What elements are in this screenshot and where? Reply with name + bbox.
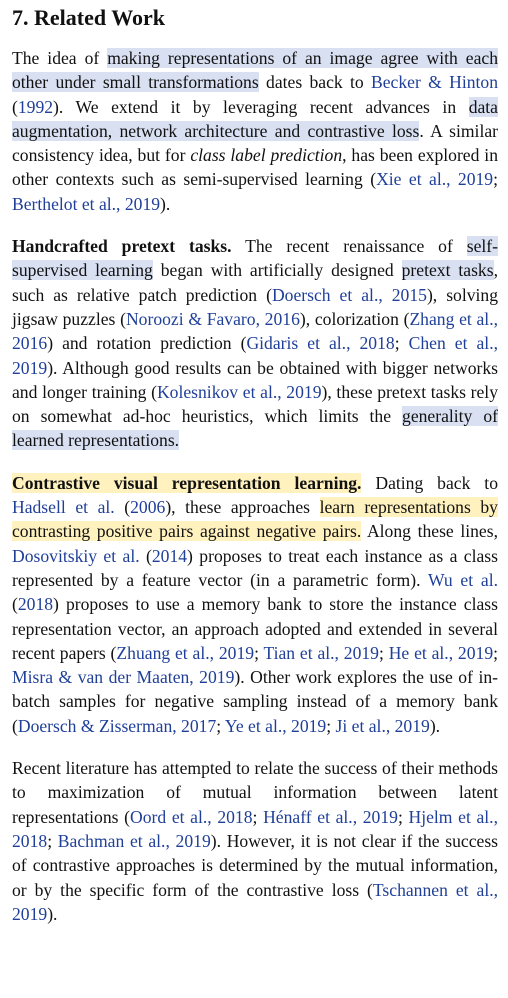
body-text: Recent literature has attempted to relate the success of their methods to maximization of mutual information between latent representations ( <box>12 758 498 827</box>
citation-link[interactable]: Bachman et al., 2019 <box>57 830 211 851</box>
citation-link[interactable]: Hjelm et al., 2018 <box>12 806 498 851</box>
paragraph-heading: Handcrafted pretext tasks. <box>12 236 232 257</box>
citation-link[interactable]: 2006 <box>130 497 166 518</box>
paragraph-mutual-information <box>12 756 498 926</box>
body-text: ), solving jigsaw puzzles ( <box>12 284 499 329</box>
paragraph-handcrafted-pretext-tasks <box>12 234 498 453</box>
body-text: ; <box>493 169 498 190</box>
body-text: ). Although good results can be obtained with bigger networks and longer training ( <box>12 357 498 402</box>
citation-link[interactable]: Tian et al., 2019 <box>263 642 379 663</box>
citation-link[interactable]: Doersch et al., 2015 <box>271 284 427 305</box>
body-text: ; <box>252 806 264 827</box>
body-text: ) proposes to use a memory bank to store the instance class representation vector, an approach adopted and extended in several recent papers ( <box>12 594 498 663</box>
body-text: ; <box>493 642 499 663</box>
body-text: ). Other work explores the use of in-batch samples for negative sampling instead of a memory bank ( <box>12 667 498 736</box>
paragraph-contrastive-learning <box>12 471 498 738</box>
citation-link[interactable]: Zhang et al., 2016 <box>12 308 498 354</box>
body-text: ). <box>429 715 441 736</box>
citation-link[interactable]: Ji et al., 2019 <box>335 715 430 736</box>
body-text: ; <box>47 830 58 851</box>
citation-link[interactable]: Chen et al., 2019 <box>12 333 498 378</box>
citation-link[interactable]: Oord et al., 2018 <box>130 806 253 827</box>
highlighted-text: self-supervised learning <box>12 236 499 281</box>
body-text: began with artificially designed <box>152 260 402 281</box>
body-text: ). <box>47 903 58 924</box>
highlighted-text: learn representations by contrasting positive pairs against negative pairs. <box>12 497 498 542</box>
citation-link[interactable]: He et al., 2019 <box>388 642 494 663</box>
body-text: ), these pretext tasks rely on somewhat ad-hoc heuristics, which limits the <box>12 381 498 427</box>
body-text: ; <box>216 715 225 736</box>
citation-link[interactable]: Wu et al. <box>427 569 498 590</box>
body-text: ), these approaches <box>165 497 320 518</box>
body-text: ( <box>12 96 18 117</box>
body-text: ). <box>160 193 171 214</box>
citation-link[interactable]: 1992 <box>17 96 54 117</box>
citation-link[interactable]: 2018 <box>17 594 54 615</box>
body-text: Dating back to <box>361 472 498 493</box>
citation-link[interactable]: Hénaff et al., 2019 <box>263 806 398 827</box>
section-title: 7. Related Work <box>12 5 165 30</box>
highlighted-text: generality of learned representations. <box>12 406 498 451</box>
highlighted-text: pretext tasks <box>401 260 494 281</box>
body-text: ). However, it is not clear if the success of contrastive approaches is determined by the mutual information, or by the specific form of the contrastive loss ( <box>12 830 499 900</box>
citation-link[interactable]: Xie et al., 2019 <box>376 169 494 190</box>
emphasis-text: class label prediction <box>190 145 343 166</box>
body-text: The idea of <box>12 48 108 68</box>
citation-link[interactable]: 2014 <box>151 545 188 566</box>
body-text: ; <box>326 715 336 736</box>
citation-link[interactable]: Kolesnikov et al., 2019 <box>156 381 322 402</box>
highlighted-text: data augmentation, network architecture and contrastive loss <box>12 96 498 141</box>
body-text: dates back to <box>258 72 372 93</box>
body-text: ; <box>394 333 409 354</box>
body-text: ). We extend it by leveraging recent advances in <box>53 96 469 117</box>
paragraph-heading: Contrastive visual representation learning. <box>12 472 362 493</box>
citation-link[interactable]: Gidaris et al., 2018 <box>246 333 395 354</box>
citation-link[interactable]: Berthelot et al., 2019 <box>12 193 161 214</box>
citation-link[interactable]: Ye et al., 2019 <box>224 715 327 736</box>
body-text: , such as relative patch prediction ( <box>12 260 498 305</box>
paragraph-intro <box>12 46 498 216</box>
citation-link[interactable]: Misra & van der Maaten, 2019 <box>12 667 235 688</box>
body-text: ; <box>397 806 409 827</box>
body-text: ; <box>378 642 389 663</box>
citation-link[interactable]: Noroozi & Favaro, 2016 <box>125 308 300 329</box>
citation-link[interactable]: Hadsell et al. <box>12 497 115 518</box>
body-text: The recent renaissance of <box>231 236 467 257</box>
body-text: Along these lines, <box>361 521 498 542</box>
body-text: ( <box>114 497 131 518</box>
body-text: ( <box>139 545 152 566</box>
body-text: ), colorization ( <box>299 308 410 329</box>
body-text: ( <box>12 594 18 615</box>
citation-link[interactable]: Zhuang et al., 2019 <box>116 642 255 663</box>
highlighted-text: making representations of an image agree with each other under small transformations <box>12 48 498 93</box>
citation-link[interactable]: Doersch & Zisserman, 2017 <box>17 715 217 736</box>
citation-link[interactable]: Dosovitskiy et al. <box>12 545 140 566</box>
body-text: . A similar consistency idea, but for <box>12 120 499 166</box>
body-text: ) and rotation prediction ( <box>47 333 247 354</box>
body-text: , has been explored in other contexts such as semi-supervised learning ( <box>12 145 498 190</box>
body-text: ; <box>254 642 264 663</box>
body-text: ) proposes to treat each instance as a class represented by a feature vector (in a parametric form). <box>12 545 498 590</box>
citation-link[interactable]: Becker & Hinton <box>371 72 499 93</box>
citation-link[interactable]: Tschannen et al., 2019 <box>12 879 499 924</box>
